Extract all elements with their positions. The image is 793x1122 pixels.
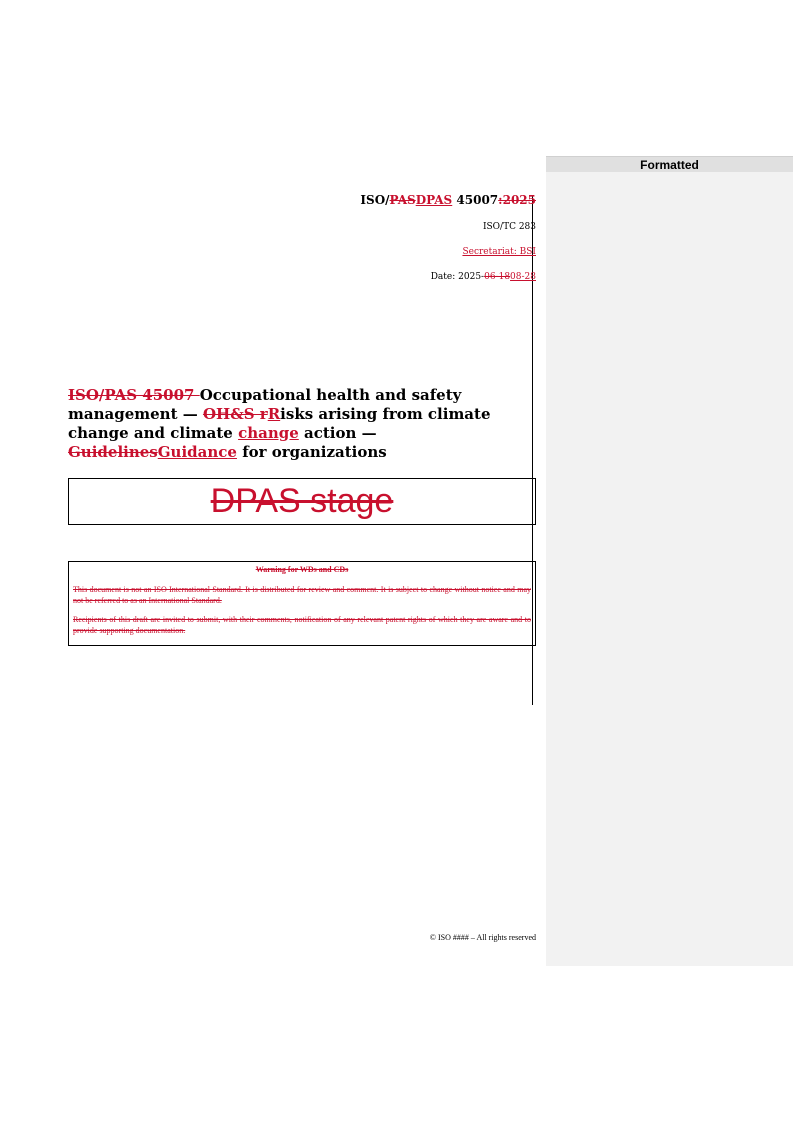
title-deleted-ohs: OH&S r [202, 405, 268, 423]
title-deleted-guidelines: Guidelines [68, 443, 158, 461]
stage-box [68, 478, 536, 525]
title-part3: action — [298, 424, 377, 442]
ref-inserted: DPAS [415, 193, 453, 207]
title-part2: isks arising from climate change and climate [68, 405, 491, 442]
warning-paragraph-1: This document is not an ISO International Standard. It is distributed for review and comment. It is subject to change without notice and may not be referred to as an International Standard. [73, 585, 531, 605]
secretariat: Secretariat: BSI [462, 247, 536, 257]
title-part4: for organizations [236, 443, 387, 461]
warning-heading: Warning for WDs and CDs [255, 565, 349, 574]
date-prefix: Date: 2025- [430, 272, 485, 282]
comment-pane-title: Formatted [546, 156, 793, 172]
document-date [431, 272, 536, 282]
date-inserted: 08-28 [510, 272, 536, 282]
warning-paragraph-2: Recipients of this draft are invited to submit, with their comments, notification of any relevant patent rights of which they are aware and to provide supporting documentation. [73, 615, 531, 635]
committee: ISO/TC 283 [482, 222, 536, 232]
title-part1: Occupational health and safety management — [68, 386, 462, 423]
date-deleted: 06-18 [484, 272, 511, 282]
title-inserted-change: change [238, 424, 299, 442]
ref-deleted: PAS [389, 193, 416, 207]
copyright-footer: © ISO #### – All rights reserved [429, 933, 536, 942]
warning-box [68, 561, 536, 646]
ref-year-deleted: :2025 [498, 193, 536, 207]
document-reference [360, 193, 536, 207]
title-inserted-guidance: Guidance [157, 443, 237, 461]
ref-prefix: ISO/ [360, 193, 390, 207]
comment-pane [546, 156, 793, 966]
title-inserted-r: R [267, 405, 281, 423]
ref-number: 45007 [452, 193, 499, 207]
title-deleted-ref: ISO/PAS 45007 [68, 386, 200, 404]
document-title [68, 386, 534, 462]
stage-label: DPAS stage [210, 482, 394, 520]
